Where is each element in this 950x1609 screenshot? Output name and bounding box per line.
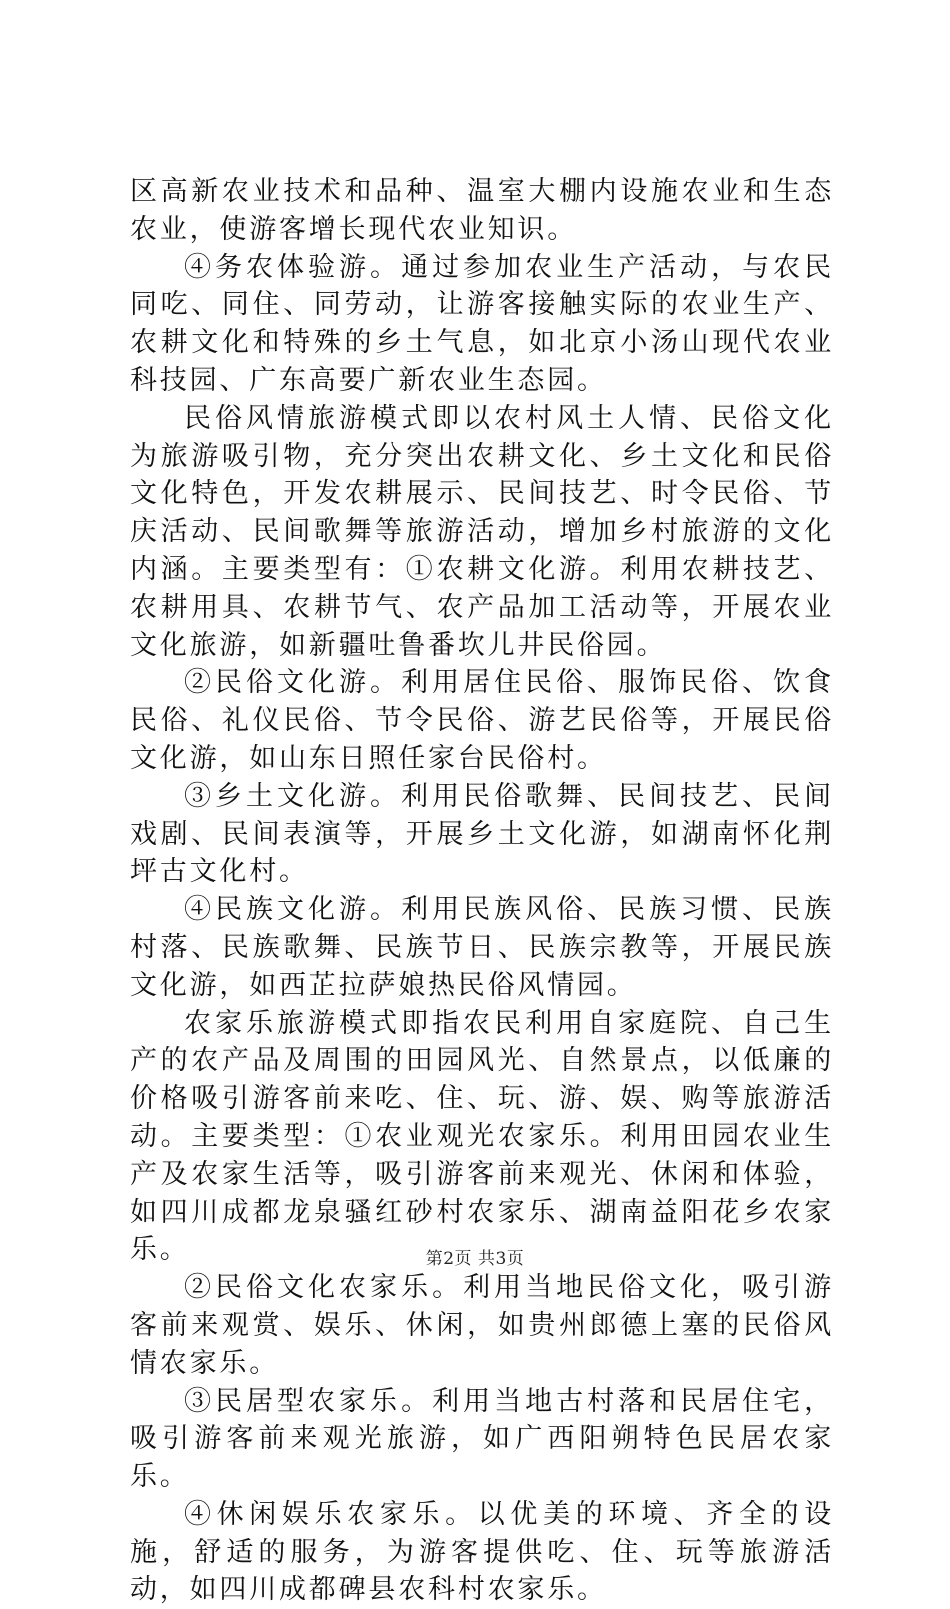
page-number-label: 第2页 共3页	[425, 1249, 525, 1269]
paragraph: 民俗风情旅游模式即以农村风土人情、民俗文化为旅游吸引物，充分突出农耕文化、乡土文化和民俗文化特色，开发农耕展示、民间技艺、时令民俗、节庆活动、民间歌舞等旅游活动，增加乡村旅游的文化内涵。主要类型有：①农耕文化游。利用农耕技艺、农耕用具、农耕节气、农产品加工活动等，开展农业文化旅游，如新疆吐鲁番坎儿井民俗园。	[130, 402, 834, 661]
paragraph: ③民居型农家乐。利用当地古村落和民居住宅，吸引游客前来观光旅游，如广西阳朔特色民居农家乐。	[130, 1385, 834, 1493]
paragraph: 农家乐旅游模式即指农民利用自家庭院、自己生产的农产品及周围的田园风光、自然景点，以低廉的价格吸引游客前来吃、住、玩、游、娱、购等旅游活动。主要类型：①农业观光农家乐。利用田园农业生产及农家生活等，吸引游客前来观光、休闲和体验，如四川成都龙泉骚红砂村农家乐、湖南益阳花乡农家乐。	[130, 1007, 834, 1266]
paragraph: ③乡土文化游。利用民俗歌舞、民间技艺、民间戏剧、民间表演等，开展乡土文化游，如湖南怀化荆坪古文化村。	[130, 780, 834, 888]
paragraph: ②民俗文化游。利用居住民俗、服饰民俗、饮食民俗、礼仪民俗、节令民俗、游艺民俗等，开展民俗文化游，如山东日照任家台民俗村。	[130, 667, 834, 774]
paragraph: 区高新农业技术和品种、温室大棚内设施农业和生态农业，使游客增长现代农业知识。	[130, 176, 834, 245]
paragraph: ④务农体验游。通过参加农业生产活动，与农民同吃、同住、同劳动，让游客接触实际的农业生产、农耕文化和特殊的乡土气息，如北京小汤山现代农业科技园、广东高要广新农业生态园。	[130, 251, 834, 396]
paragraph: ④休闲娱乐农家乐。以优美的环境、齐全的设施，舒适的服务，为游客提供吃、住、玩等旅游活动，如四川成都碑县农科村农家乐。	[130, 1498, 834, 1606]
page-footer	[0, 1244, 950, 1269]
paragraph: ②民俗文化农家乐。利用当地民俗文化，吸引游客前来观赏、娱乐、休闲，如贵州郎德上塞的民俗风情农家乐。	[130, 1272, 834, 1379]
paragraph: ④民族文化游。利用民族风俗、民族习惯、民族村落、民族歌舞、民族节日、民族宗教等，开展民族文化游，如西芷拉萨娘热民俗风情园。	[130, 894, 834, 1001]
body-text	[130, 173, 834, 1609]
